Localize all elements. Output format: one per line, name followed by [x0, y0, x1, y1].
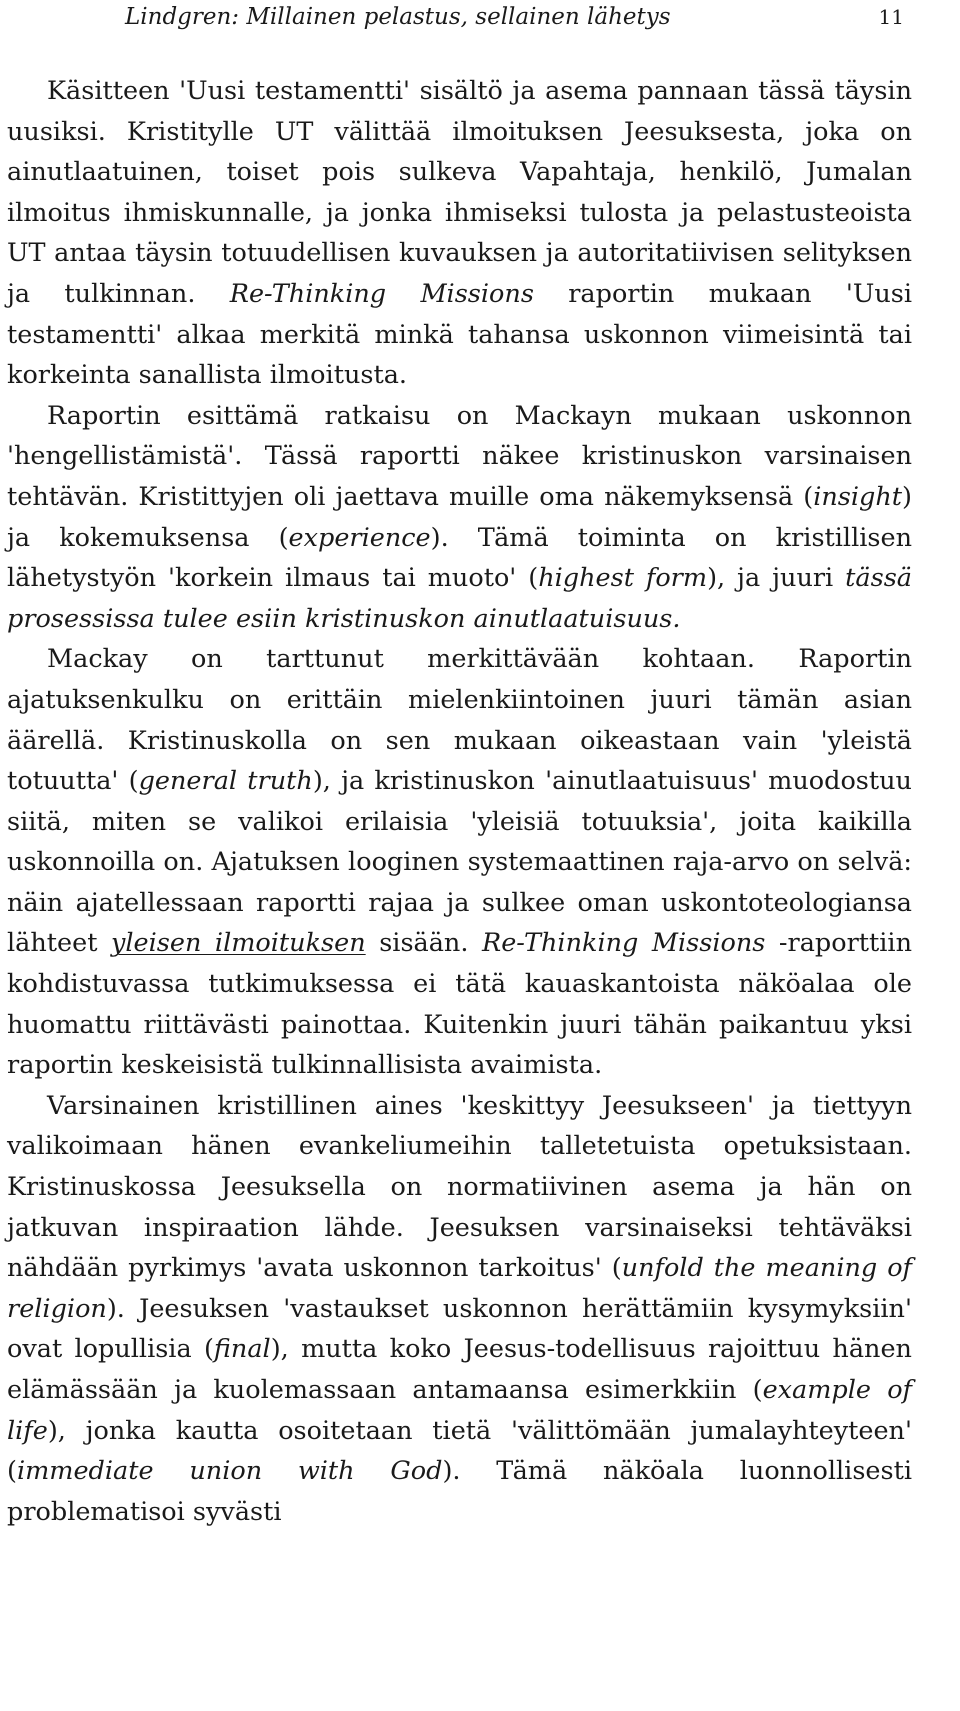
emphasis-text: highest form	[538, 563, 708, 594]
text-run: Varsinainen kristillinen aines 'keskittyy Jeesukseen' ja tiettyyn valikoimaan hänen evankeliumeihin talletetuista opetuksistaan. Kristinuskossa Jeesuksella on normatiivinen asema ja hän on jatkuvan inspiraation lähde. Jeesuksen varsinaiseksi tehtäväksi nähdään pyrkimys 'avata uskonnon tarkoitus' (	[7, 1090, 912, 1284]
paragraph	[7, 396, 912, 640]
emphasis-text: yleisen ilmoituksen	[111, 928, 366, 959]
body-text	[7, 71, 912, 1532]
text-run: raportin mukaan 'Uusi testamentti' alkaa merkitä minkä tahansa uskonnon viimeisintä tai korkeinta sanallista ilmoitusta.	[7, 278, 912, 391]
page-number: 11	[878, 5, 904, 29]
emphasis-text: Re-Thinking Missions	[482, 928, 766, 959]
paragraph	[7, 71, 912, 396]
emphasis-text: final	[213, 1334, 271, 1365]
text-run: ), ja kristinuskon 'ainutlaatuisuus' muodostuu siitä, miten se valikoi erilaisia 'yleisiä totuuksia', joita kaikilla uskonnoilla on. Ajatuksen looginen systemaattinen raja-arvo on selvä: näin ajatellessaan raportti rajaa ja sulkee oman uskontoteologiansa lähteet	[7, 766, 912, 959]
emphasis-text: Re-Thinking Missions	[229, 278, 534, 309]
text-run: ). Tämä näköala luonnollisesti problematisoi syvästi	[7, 1456, 913, 1527]
emphasis-text: tässä prosessissa tulee esiin kristinuskon ainutlaatuisuus.	[7, 563, 912, 634]
text-run: Mackay on tarttunut merkittävään kohtaan. Raportin ajatuksenkulku on erittäin mielenkiintoinen juuri tämän asian äärellä. Kristinuskolla on sen mukaan oikeastaan vain 'yleistä totuutta' (	[7, 644, 912, 797]
emphasis-text: experience	[288, 522, 431, 553]
text-run: ), mutta koko Jeesus-todellisuus rajoittuu hänen elämässään ja kuolemassaan antamaansa esimerkkiin (	[7, 1334, 912, 1405]
running-title: Lindgren: Millainen pelastus, sellainen lähetys	[125, 4, 671, 30]
paragraph	[7, 1086, 912, 1533]
paragraph	[7, 639, 912, 1086]
running-header	[7, 0, 912, 38]
emphasis-text: example of life	[7, 1375, 912, 1446]
emphasis-text: insight	[813, 481, 903, 512]
text-run: sisään.	[365, 928, 482, 959]
text-run: Käsitteen 'Uusi testamentti' sisältö ja asema pannaan tässä täysin uusiksi. Kristitylle UT välittää ilmoituksen Jeesuksesta, joka on ainutlaatuinen, toiset pois sulkeva Vapahtaja, henkilö, Jumalan ilmoitus ihmiskunnalle, ja jonka ihmiseksi tulosta ja pelastusteoista UT antaa täysin totuudellisen kuvauksen ja autoritatiivisen selityksen ja tulkinnan.	[7, 76, 912, 309]
text-run: ). Jeesuksen 'vastaukset uskonnon herättämiin kysymyksiin' ovat lopullisia (	[7, 1293, 912, 1365]
emphasis-text: unfold the meaning of religion	[7, 1253, 912, 1324]
text-run: ), jonka kautta osoitetaan tietä 'välittömään jumalayhteyteen' (	[7, 1415, 912, 1487]
text-run: ). Tämä toiminta on kristillisen lähetystyön 'korkein ilmaus tai muoto' (	[7, 522, 913, 594]
text-run: Raportin esittämä ratkaisu on Mackayn mukaan uskonnon 'hengellistämistä'. Tässä raportti näkee kristinuskon varsinaisen tehtävän. Kristittyjen oli jaettava muille oma näkemyksensä (	[7, 400, 912, 512]
text-run: ), ja juuri	[707, 563, 846, 594]
text-run: ) ja kokemuksensa (	[7, 481, 912, 553]
emphasis-text: general truth	[138, 766, 313, 797]
emphasis-text: immediate union with God	[16, 1456, 443, 1487]
text-run: -raporttiin kohdistuvassa tutkimuksessa ei tätä kauaskantoista näköalaa ole huomattu riittävästi painottaa. Kuitenkin juuri tähän paikantuu yksi raportin keskeisistä tulkinnallisista avaimista.	[7, 928, 912, 1081]
